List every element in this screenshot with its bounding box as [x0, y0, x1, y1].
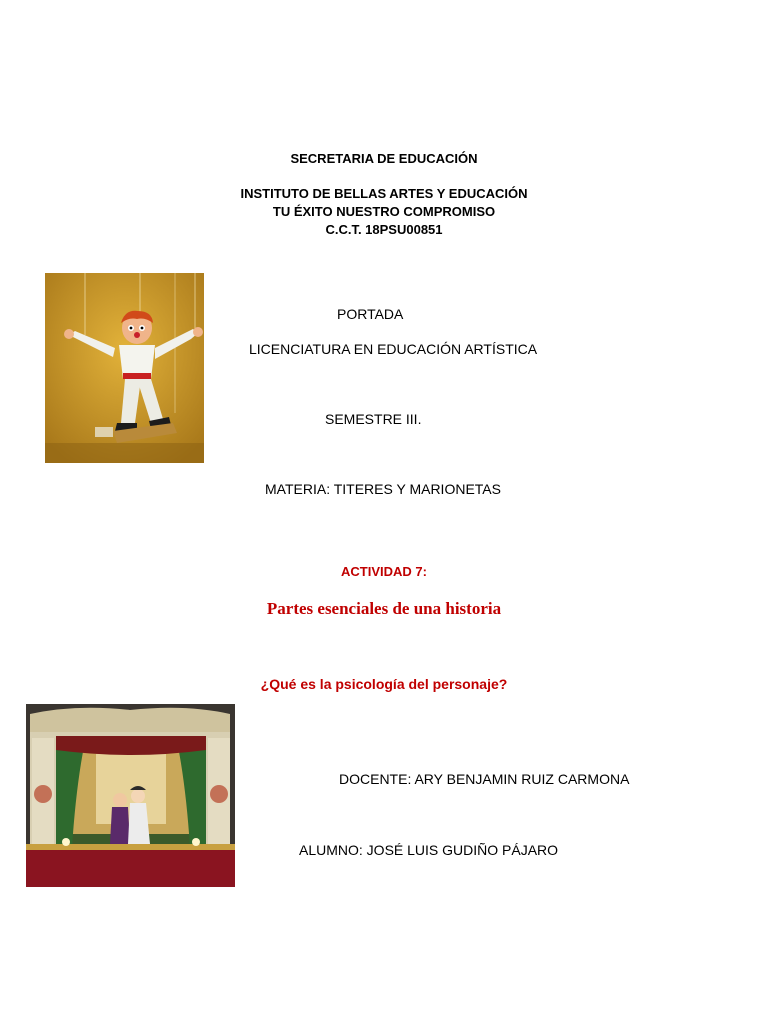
marionette-photo: [45, 273, 204, 463]
actividad-title: Partes esenciales de una historia: [266, 599, 502, 618]
materia-label: MATERIA: TITERES Y MARIONETAS: [265, 481, 501, 497]
portada-label: PORTADA: [337, 306, 404, 322]
header-cct: C.C.T. 18PSU00851: [325, 222, 443, 237]
docente-label: DOCENTE: ARY BENJAMIN RUIZ CARMONA: [339, 771, 630, 787]
actividad-question: ¿Qué es la psicología del personaje?: [260, 676, 508, 692]
licenciatura-label: LICENCIATURA EN EDUCACIÓN ARTÍSTICA: [249, 341, 538, 357]
header-lema: TU ÉXITO NUESTRO COMPROMISO: [272, 204, 496, 219]
header-secretaria: SECRETARIA DE EDUCACIÓN: [290, 151, 478, 166]
alumno-label: ALUMNO: JOSÉ LUIS GUDIÑO PÁJARO: [299, 842, 559, 858]
header-instituto: INSTITUTO DE BELLAS ARTES Y EDUCACIÓN: [240, 186, 528, 201]
semestre-label: SEMESTRE III.: [325, 411, 422, 427]
actividad-label: ACTIVIDAD 7:: [341, 564, 427, 579]
puppet-theater-photo: [26, 704, 235, 887]
